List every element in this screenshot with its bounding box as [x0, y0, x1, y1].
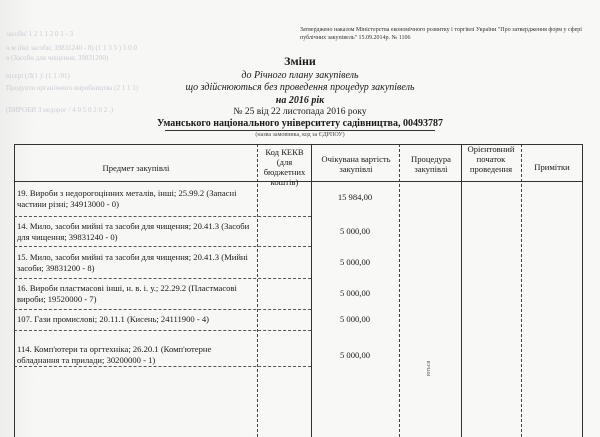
approval-note: Затверджено наказом Міністерства економічного розвитку і торгівлі України "Про затвердження форм у сфері публічних закупівель" 15.09.2014р. № 1106 — [300, 27, 582, 41]
row-divider — [14, 216, 311, 217]
subtitle-year: на 2016 рік — [275, 95, 325, 106]
row-cost: 5 000,00 — [339, 288, 371, 298]
document-number-date: № 25 від 22 листопада 2016 року — [233, 107, 367, 117]
row-cost: 5 000,00 — [339, 226, 371, 236]
show-through-text: (ВИРОБИ З недорог / 4 0 5 0 2 0 2 .) — [6, 106, 114, 114]
customer-name: Уманського національного університету садівництва, 00493787 — [157, 118, 443, 129]
document-title: Зміни — [284, 54, 316, 68]
row-subject: 16. Вироби пластмасові інші, н. в. і. у.; 22.29.2 (Пластмасові вироби; 19520000 - 7) — [17, 283, 237, 304]
customer-underline — [165, 130, 435, 131]
row-subject: 14. Мило, засоби мийні та засоби для чищення; 20.41.3 (Засоби для чищення; 39831240 - 0) — [17, 221, 250, 242]
show-through-text: засобн' 1 2 1 1 2 0 1 - 3 — [6, 30, 74, 38]
row-divider — [14, 309, 311, 310]
row-divider — [14, 278, 311, 279]
subtitle-line-2: що здійснюються без проведення процедур закупівель — [185, 82, 415, 93]
column-header-procedure: Процедура закупівлі — [411, 154, 451, 174]
column-header-start: Орієнтовний початок проведення — [467, 144, 515, 174]
table-border-right — [582, 144, 583, 437]
column-header-kekv: Код КЕКВ (для бюджетних коштів) — [263, 147, 306, 187]
column-header-notes: Примітки — [534, 162, 570, 172]
vertical-procedure-note: ються — [426, 360, 432, 376]
row-cost: 15 984,00 — [337, 192, 373, 202]
row-cost: 5 000,00 — [339, 257, 371, 267]
show-through-text: нісєрі (Л(1 )\ (1 1 /01) — [6, 72, 70, 80]
column-header-cost: Очікувана вартість закупівлі — [321, 154, 391, 174]
table-border-left — [14, 144, 15, 437]
show-through-text: ч м ійні засоби; 39831240 - 8) (1 1 3 5 ) 5 0 0 — [6, 44, 137, 52]
row-divider — [14, 330, 311, 331]
row-divider — [14, 366, 311, 367]
row-subject: 19. Вироби з недорогоцінних металів, інші; 25.99.2 (Запасні частини різні; 34913000 - 0) — [17, 188, 237, 209]
row-divider — [14, 246, 311, 247]
customer-caption: (назва замовника, код за ЄДРПОУ) — [255, 132, 345, 138]
show-through-text: в (Засоби для чищення; 39831200) — [6, 54, 109, 62]
column-divider — [399, 144, 400, 437]
subtitle-line-1: до Річного плану закупівель — [241, 70, 359, 81]
row-cost: 5 000,00 — [339, 350, 371, 360]
procurement-table — [14, 144, 594, 437]
row-subject: 15. Мило, засоби мийні та засоби для чищення; 20.41.3 (Мийні засоби; 39831200 - 8) — [17, 252, 248, 273]
row-subject: 107. Гази промислові; 20.11.1 (Кисень; 24111900 - 4) — [17, 314, 209, 324]
row-subject: 114. Комп'ютери та оргтехніка; 26.20.1 (Комп'ютерне обладнання та прилади; 30200000 - 1) — [17, 344, 212, 365]
show-through-text: Продукти органічного виробництва (2 1 1 1) — [6, 84, 139, 92]
column-divider — [521, 144, 522, 437]
column-divider — [257, 144, 258, 437]
row-cost: 5 000,00 — [339, 314, 371, 324]
column-divider — [461, 144, 462, 437]
column-header-subject: Предмет закупівлі — [102, 163, 170, 173]
